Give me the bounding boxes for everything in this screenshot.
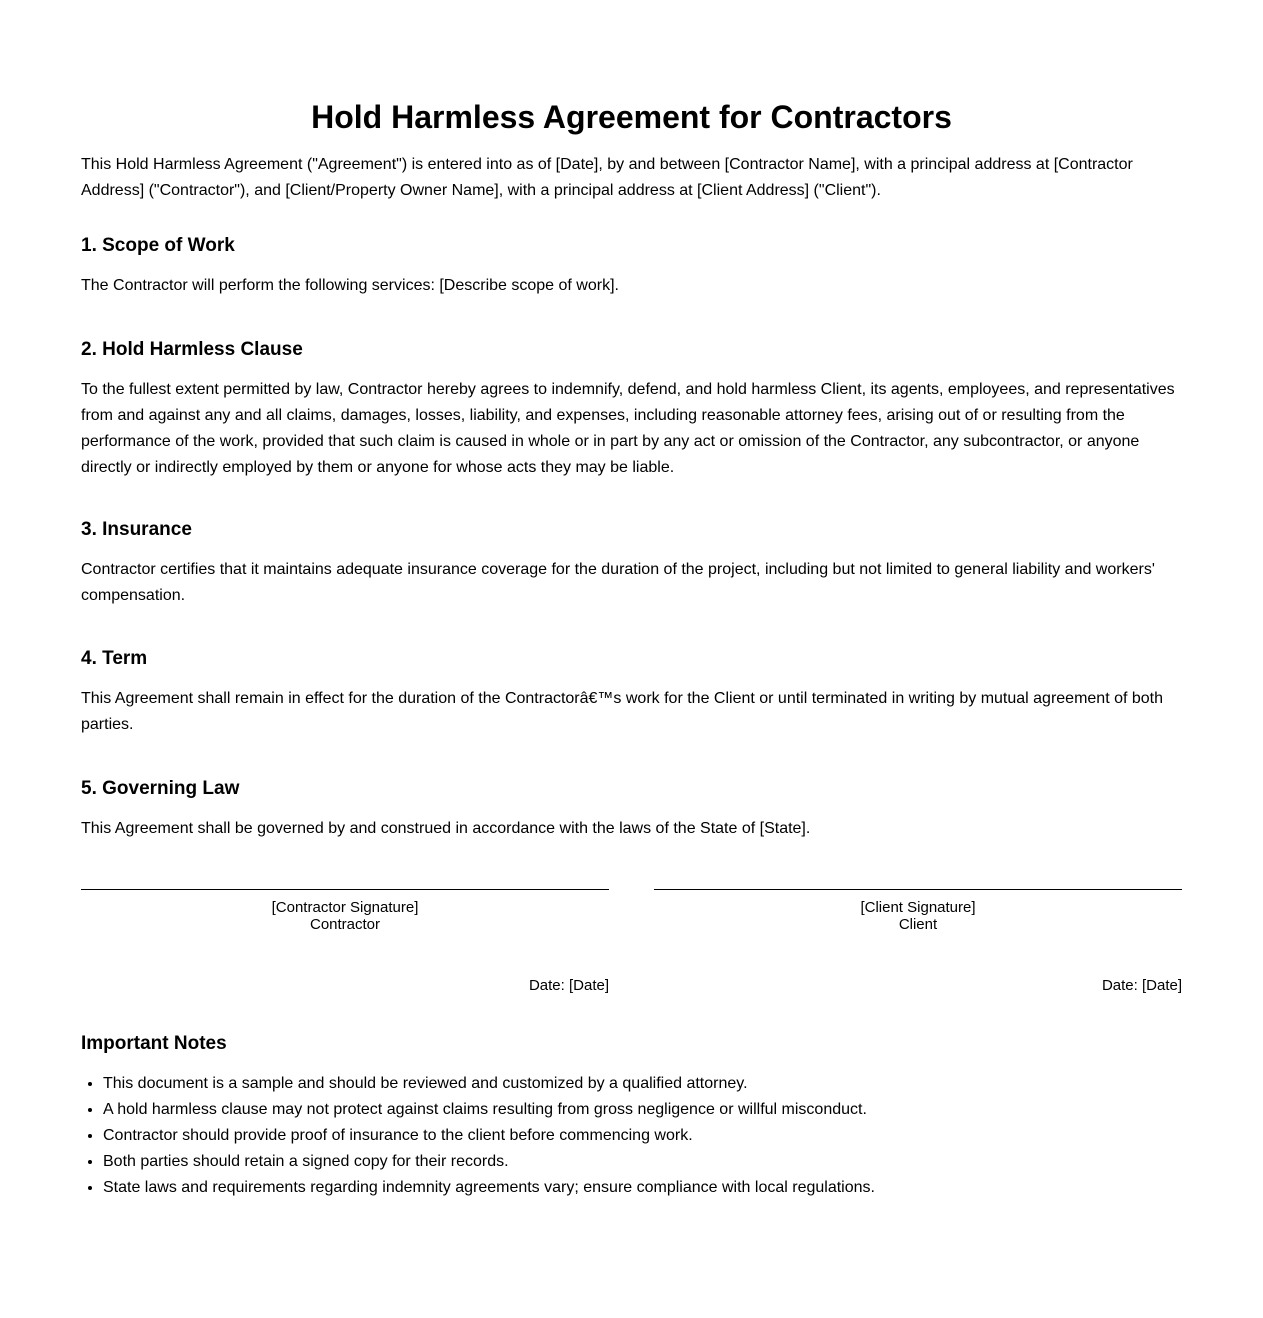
section-body-governing-law: This Agreement shall be governed by and construed in accordance with the laws of the State of [State]. bbox=[81, 820, 811, 837]
client-role-label: Client bbox=[898, 916, 938, 933]
section-body-scope: The Contractor will perform the following services: [Describe scope of work]. bbox=[81, 277, 619, 294]
contractor-date: Date: [Date] bbox=[528, 977, 609, 994]
contractor-signature-block bbox=[81, 889, 609, 933]
list-item: • A hold harmless clause may not protect against claims resulting from gross negligence or willful misconduct. bbox=[103, 1097, 1204, 1123]
section-body-hold-harmless: To the fullest extent permitted by law, Contractor hereby agrees to indemnify, defend, and hold harmless Client, its agents, employees, and representatives from and against any and all claims, damages, losses, liability, and expenses, including reasonable attorney fees, arising out of or resulting from the performance of the work, provided that such claim is caused in whole or in part by any act or omission of the Contractor, any subcontractor, or anyone directly or indirectly employed by them or anyone for whose acts they may be liable. bbox=[81, 381, 1175, 476]
list-item: • State laws and requirements regarding indemnity agreements vary; ensure compliance with local regulations. bbox=[103, 1175, 1204, 1201]
section-heading-insurance: 3. Insurance bbox=[81, 519, 192, 540]
client-signature-label: [Client Signature] bbox=[860, 899, 976, 916]
intro-paragraph: This Hold Harmless Agreement ("Agreement") is entered into as of [Date], by and between [Contractor Name], with a principal address at [Contractor Address] ("Contractor"), and [Client/Property Owner Name], with a principal address at [Client Address] ("Client"). bbox=[81, 156, 1133, 199]
page-title: Hold Harmless Agreement for Contractors bbox=[311, 99, 952, 135]
section-heading-hold-harmless: 2. Hold Harmless Clause bbox=[81, 339, 303, 360]
section-heading-term: 4. Term bbox=[81, 648, 148, 669]
client-signature-block bbox=[654, 889, 1182, 933]
notes-heading: Important Notes bbox=[81, 1033, 227, 1054]
contractor-signature-label: [Contractor Signature] bbox=[271, 899, 419, 916]
section-body-term: This Agreement shall remain in effect for the duration of the Contractorâ€™s work for the Client or until terminated in writing by mutual agreement of both parties. bbox=[81, 690, 1164, 733]
section-body-insurance: Contractor certifies that it maintains adequate insurance coverage for the duration of the project, including but not limited to general liability and workers' compensation. bbox=[81, 561, 1155, 604]
client-date: Date: [Date] bbox=[1101, 977, 1182, 994]
list-item: • Both parties should retain a signed copy for their records. bbox=[103, 1149, 1204, 1175]
contractor-role-label: Contractor bbox=[309, 916, 381, 933]
contractor-signature-line bbox=[81, 889, 609, 890]
section-heading-governing-law: 5. Governing Law bbox=[81, 778, 240, 799]
list-item: • This document is a sample and should be reviewed and customized by a qualified attorney. bbox=[103, 1071, 1204, 1097]
list-item: • Contractor should provide proof of insurance to the client before commencing work. bbox=[103, 1123, 1204, 1149]
section-heading-scope: 1. Scope of Work bbox=[81, 235, 235, 256]
client-signature-line bbox=[654, 889, 1182, 890]
notes-list bbox=[81, 1071, 1204, 1201]
